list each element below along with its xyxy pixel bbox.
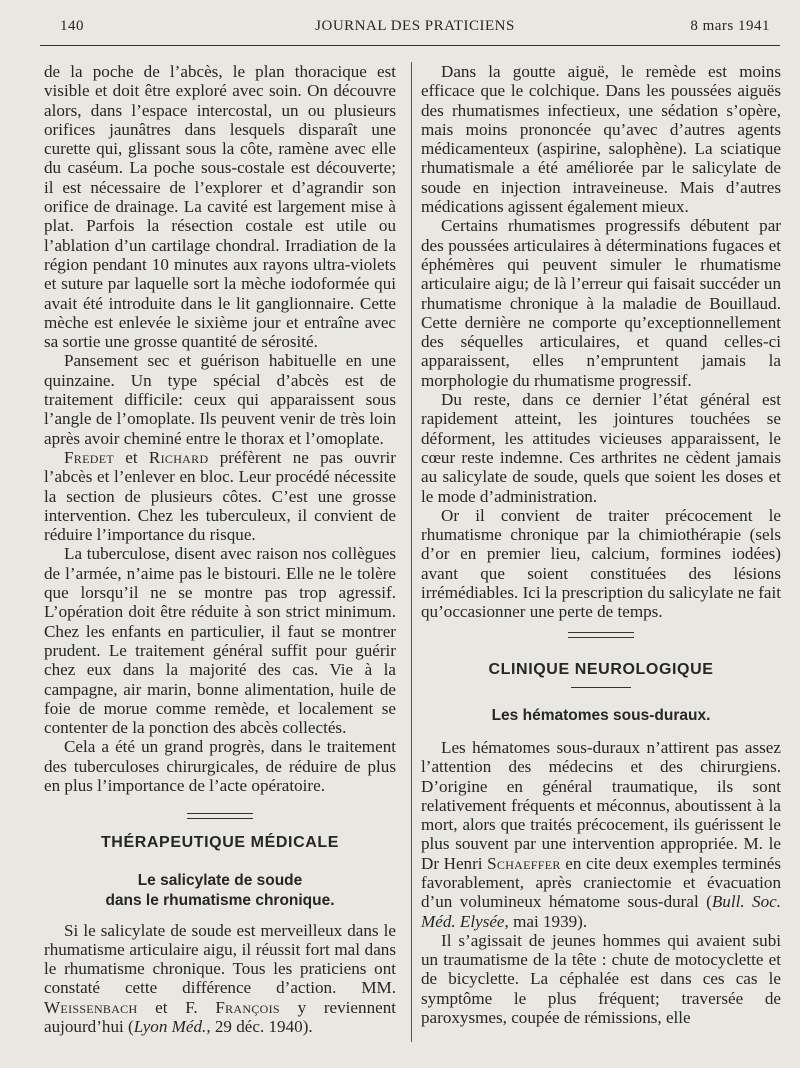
- paragraph: Pansement sec et guérison habituelle en une quinzaine. Un type spécial d’abcès est de traitement difficile: ceux qui apparaissent sous l’angle de l’omoplate. Ils peuvent venir de très loin après avoir cheminé entre le thorax et l’omoplate.: [44, 351, 396, 448]
- journal-title: JOURNAL DES PRATICIENS: [315, 18, 515, 34]
- author-name: Fredet: [64, 447, 114, 467]
- paragraph: de la poche de l’abcès, le plan thoracique est visible et doit être exploré avec soin. On découvre alors, dans l’espace intercostal, un ou plusieurs orifices jaunâtres dans lesquels disparaît une curette qui, glissant sous la côte, ramène avec elle du caséum. La poche sous-costale est découverte; il est nécessaire de l’explorer et d’agrandir son orifice de drainage. La cavité est largement mise à plat. Parfois la résection costale est utile ou l’ablation d’un cartilage chondral. Irradiation de la région pendant 10 minutes aux rayons ultra-violets et suture par laquelle sort la mèche iodoformée qui avait été introduite dans le lit ganglionnaire. Cette mèche est enlevée le sixième jour et entraîne avec sa sortie une grosse quantité de sérosité.: [44, 62, 396, 352]
- text-fragment: Les hématomes sous-duraux n’attirent pas assez l’attention des médecins et des chirurgiens. D’origine en général traumatique, ils sont relativement fréquents et méconnus, aboutissent à la mort, alors que traités précocement, ils guérissent le plus souvent par une intervention appropriée. M. le Dr Henri: [421, 737, 781, 873]
- author-name: François: [215, 997, 280, 1017]
- text-fragment: et: [113, 447, 149, 467]
- paragraph: [44, 921, 396, 1037]
- text-fragment: préfèrent ne pas ouvrir l’abcès et l’enlever en bloc. Leur procédé nécessite la section de plusieurs côtes. C’est une grosse intervention. Chez les tuberculeux, il convient de réduire l’importance du risque.: [44, 447, 396, 545]
- text-fragment: Si le salicylate de soude est merveilleux dans le rhumatisme articulaire aigu, il réussit fort mal dans le rhumatisme chronique. Tous les praticiens ont constaté cette différence d’action. MM.: [44, 920, 396, 998]
- text-fragment: et F.: [137, 997, 216, 1017]
- section-title: CLINIQUE NEUROLOGIQUE: [488, 660, 714, 678]
- reference: Bull. Soc. Méd. Elysée: [421, 892, 781, 931]
- article-title-line: dans le rhumatisme chronique.: [105, 891, 335, 909]
- paragraph: Or il convient de traiter précocement le rhumatisme chronique par la chimiothérapie (sels d’or en premier lieu, calcium, formines iodées) avant que soient constituées des lésions irrémédiables. Ici la prescription du salicylate ne fait qu’occasionner une perte de temps.: [421, 505, 781, 622]
- author-name: Schaeffer: [487, 853, 561, 873]
- text-fragment: y reviennent aujourd’hui (: [44, 997, 396, 1037]
- article-title: Les hématomes sous-duraux.: [491, 706, 711, 724]
- issue-date: 8 mars 1941: [690, 18, 770, 34]
- article-title-line: Le salicylate de soude: [137, 871, 303, 889]
- right-column: [421, 62, 781, 1027]
- paragraph: Dans la goutte aiguë, le remède est moins efficace que le colchique. Dans les poussées aiguës des rhumatismes infectieux, une sédation s’opère, mais moins prononcée qu’avec d’autres agents médicamenteux (aspirine, salophène). La sciatique rhumatismale a été améliorée par le salicylate de soude en injection intraveineuse. Mais d’autres médications agissent également mieux.: [421, 62, 781, 217]
- paragraph: [421, 738, 781, 931]
- page-header: [60, 18, 770, 40]
- reference: Lyon Méd.: [133, 1017, 207, 1037]
- header-rule: [40, 45, 780, 46]
- paragraph: Cela a été un grand progrès, dans le traitement des tuberculoses chirurgicales, de réduire de plus en plus l’importance de l’acte opératoire.: [44, 737, 396, 795]
- article-title: [44, 871, 396, 911]
- paragraph: Certains rhumatismes progressifs débutent par des poussées articulaires à déterminations fugaces et éphémères qui peuvent simuler le rhumatisme articulaire aigu; de là l’erreur qui faisait succéder un rhumatisme chronique à la maladie de Bouillaud. Cette dernière ne comporte qu’exceptionnellement des séquelles articulaires, et quand celles-ci apparaissent, elles n’empruntent jamais la morphologie du rhumatisme progressif.: [421, 216, 781, 390]
- paragraph: Il s’agissait de jeunes hommes qui avaient subi un traumatisme de la tête : chute de motocyclette et de bicyclette. La céphalée est dans ces cas le symptôme le plus fréquent; traversée de paroxysmes, coupée de rémissions, elle: [421, 930, 781, 1028]
- paragraph: La tuberculose, disent avec raison nos collègues de l’armée, n’aime pas le bistouri. Elle ne le tolère que lorsqu’il ne se montre pas trop agressif. L’opération doit être réduite à son strict minimum. Chez les enfants en particulier, il faut se montrer prudent. Le traitement général suffit pour guérir chez eux dans la majorité des cas. Vie à la campagne, air marin, bonne alimentation, huile de foie de morue comme remède, et localement se contenter de la ponction des abcès collectés.: [44, 544, 396, 738]
- left-column: [44, 62, 396, 1036]
- column-divider: [411, 62, 412, 1042]
- text-fragment: , 29 déc. 1940).: [206, 1017, 313, 1037]
- text-fragment: en cite deux exemples terminés favorablement, après craniectomie et évacuation d’un volumineux hématome sous-dural (: [421, 853, 781, 912]
- author-name: Richard: [148, 447, 209, 467]
- page-number: 140: [60, 18, 84, 34]
- paragraph: [44, 448, 396, 544]
- section-title: THÉRAPEUTIQUE MÉDICALE: [100, 834, 340, 852]
- author-name: Weissenbach: [44, 997, 138, 1017]
- paragraph: Du reste, dans ce dernier l’état général est rapidement atteint, les jointures touchées se déforment, les attitudes vicieuses apparaissent, le cœur reste indemne. Ces arthrites ne cèdent jamais au salicylate de soude, quels que soient les doses et le mode d’administration.: [421, 390, 781, 506]
- text-fragment: , mai 1939).: [504, 911, 588, 931]
